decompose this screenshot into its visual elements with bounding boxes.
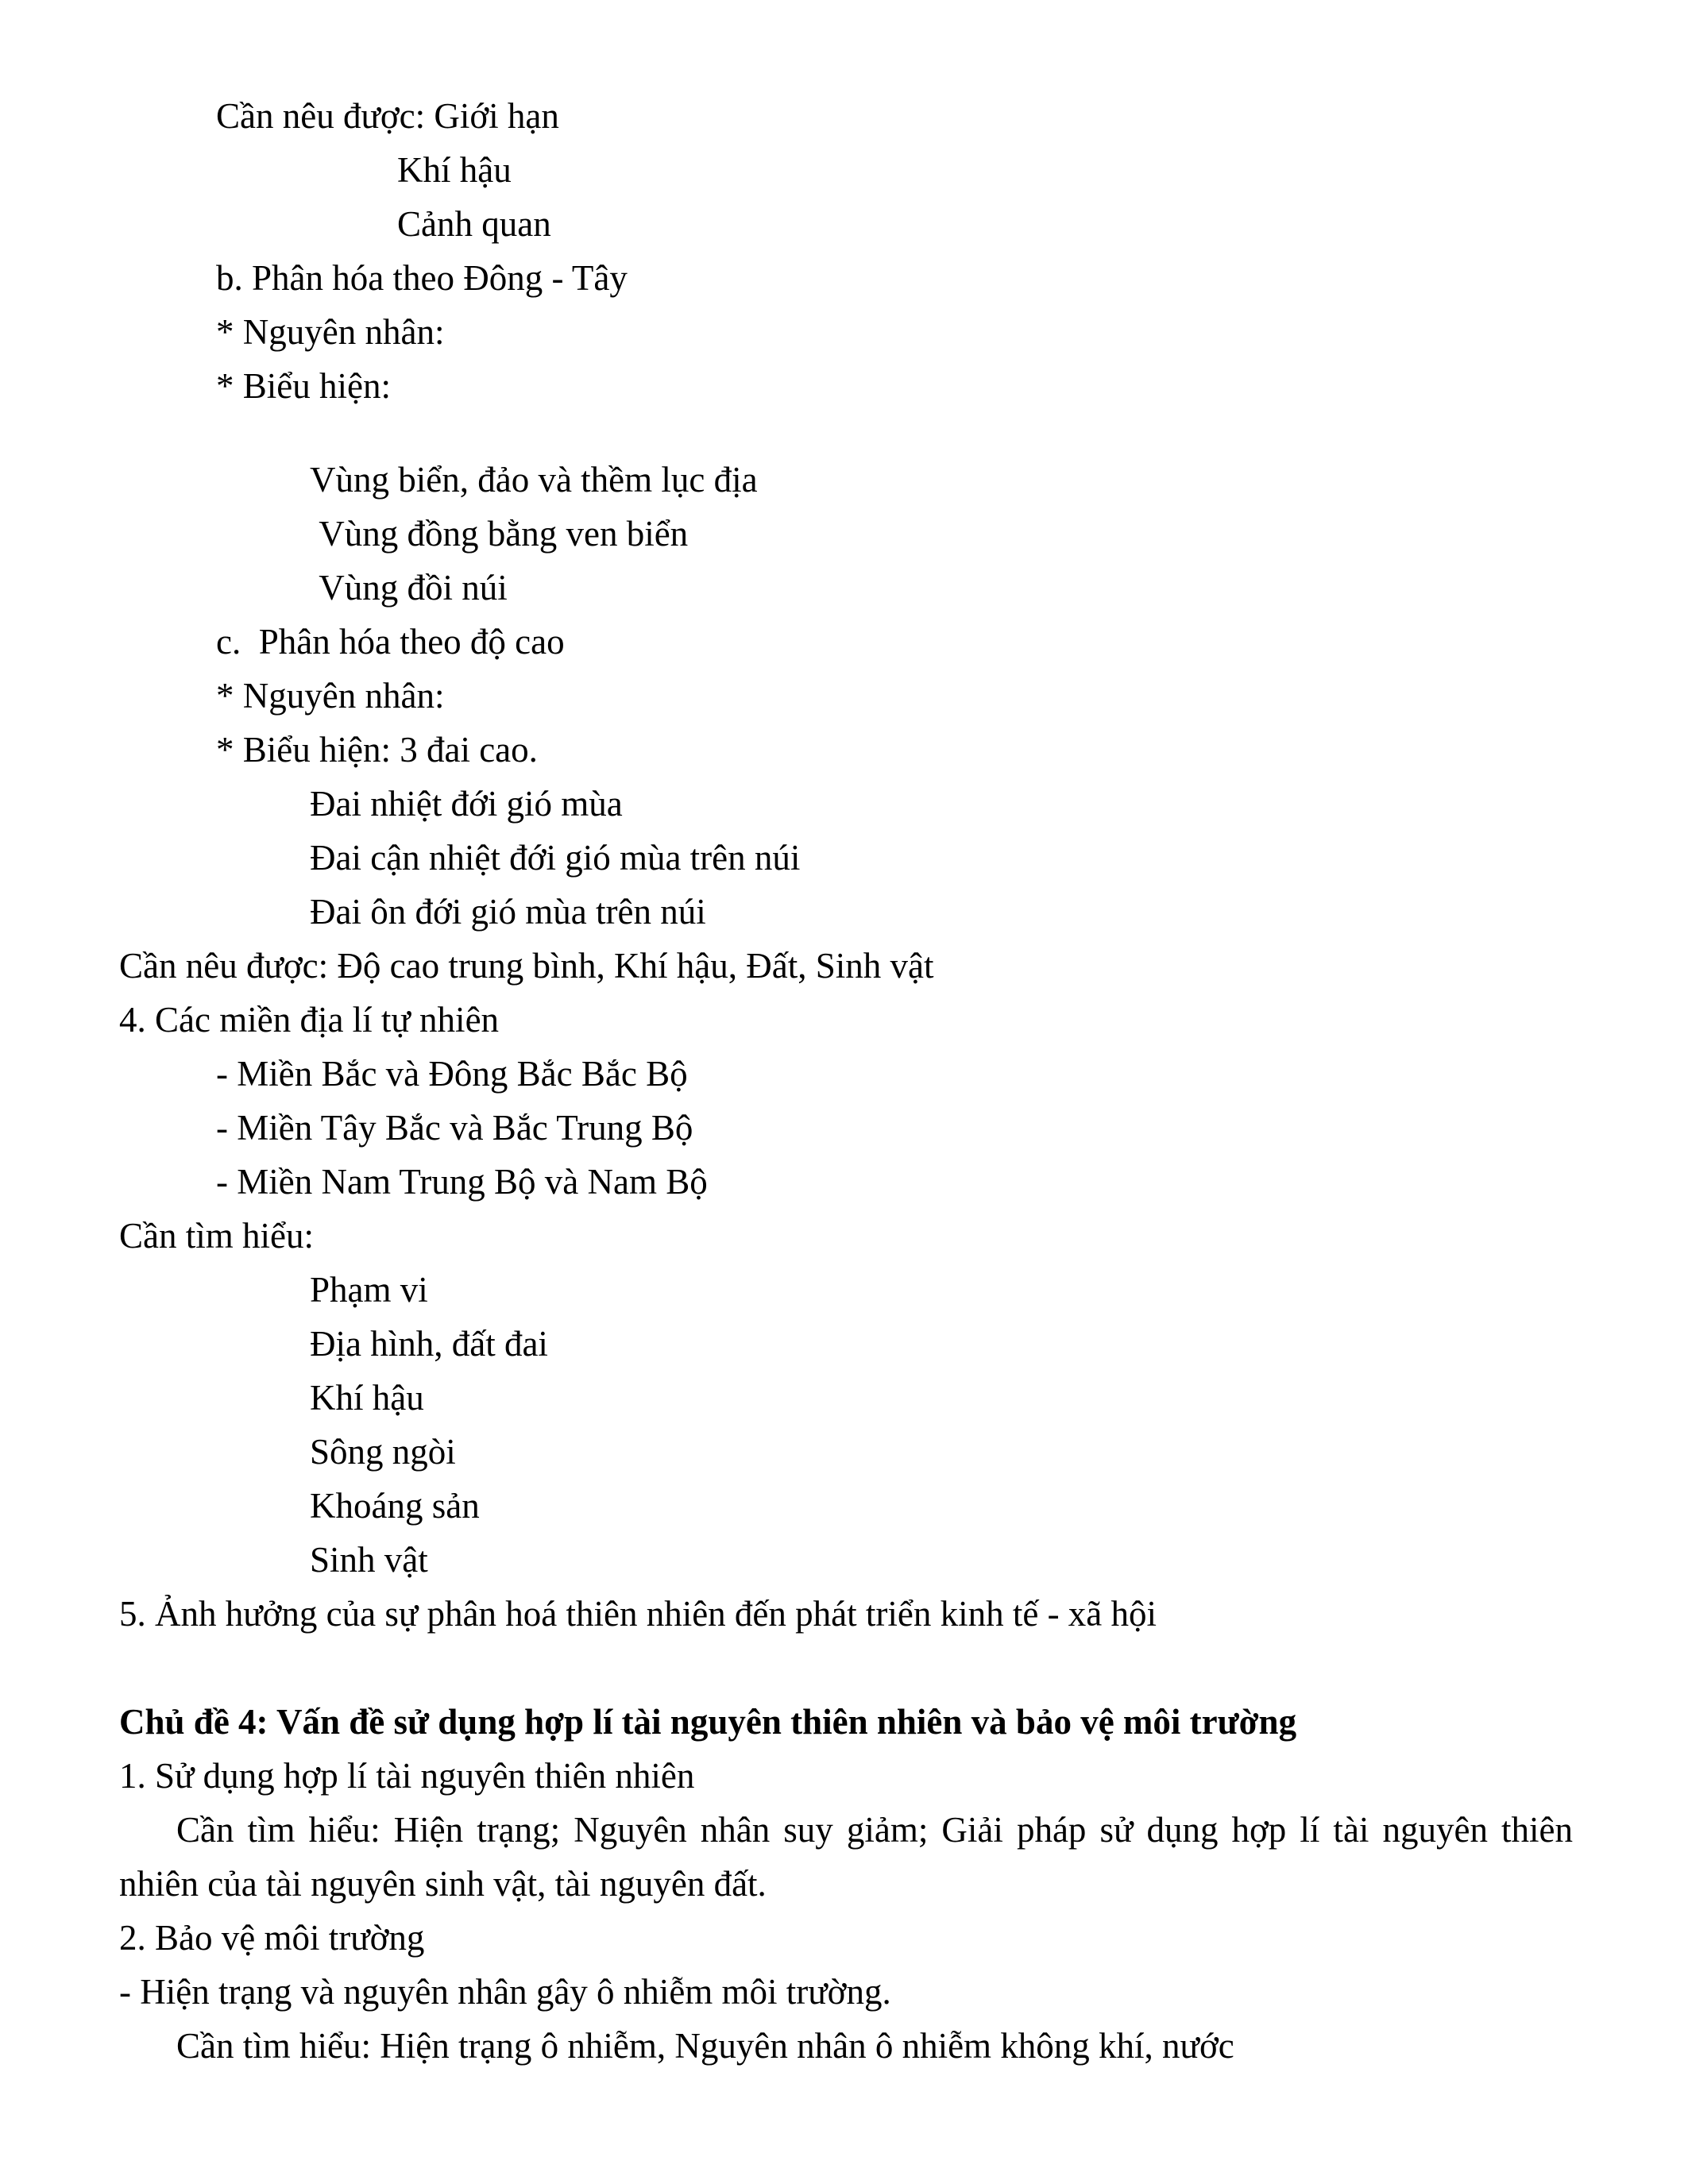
text-line: Đai ôn đới gió mùa trên núi: [310, 892, 706, 932]
text-line: * Biểu hiện:: [216, 366, 391, 406]
text-line: Đai cận nhiệt đới gió mùa trên núi: [310, 838, 801, 878]
text-line: Khí hậu: [310, 1378, 424, 1418]
text-line: Đai nhiệt đới gió mùa: [310, 784, 623, 824]
text-line: Sinh vật: [310, 1540, 428, 1580]
text-line: - Miền Tây Bắc và Bắc Trung Bộ: [216, 1108, 693, 1148]
text-line: Cần nêu được: Độ cao trung bình, Khí hậu, Đất, Sinh vật: [119, 946, 934, 986]
text-line: - Hiện trạng và nguyên nhân gây ô nhiễm môi trường.: [119, 1972, 891, 2012]
text-line: Cần tìm hiểu:: [119, 1216, 314, 1256]
text-line: - Miền Bắc và Đông Bắc Bắc Bộ: [216, 1054, 688, 1094]
text-line: Cần tìm hiểu: Hiện trạng; Nguyên nhân suy giảm; Giải pháp sử dụng hợp lí tài nguyên thiên nhiên của tài nguyên sinh vật, tài nguyên đất.: [119, 1810, 1573, 1904]
text-line: Phạm vi: [310, 1270, 428, 1310]
text-line: 4. Các miền địa lí tự nhiên: [119, 1000, 500, 1040]
document-body: [119, 89, 1573, 2073]
text-line: 5. Ảnh hưởng của sự phân hoá thiên nhiên đến phát triển kinh tế - xã hội: [119, 1594, 1157, 1634]
text-line: * Nguyên nhân:: [216, 312, 445, 352]
text-line: 2. Bảo vệ môi trường: [119, 1918, 425, 1958]
text-line: b. Phân hóa theo Đông - Tây: [216, 258, 628, 298]
text-line: Vùng đồi núi: [310, 568, 508, 608]
section-heading: Chủ đề 4: Vấn đề sử dụng hợp lí tài nguyên thiên nhiên và bảo vệ môi trường: [119, 1702, 1297, 1742]
text-line: Vùng đồng bằng ven biển: [310, 514, 689, 554]
text-line: 1. Sử dụng hợp lí tài nguyên thiên nhiên: [119, 1756, 695, 1796]
text-line: Cần nêu được: Giới hạn: [216, 96, 559, 136]
text-line: * Biểu hiện: 3 đai cao.: [216, 730, 538, 770]
text-line: Cần tìm hiểu: Hiện trạng ô nhiễm, Nguyên nhân ô nhiễm không khí, nước: [176, 2026, 1234, 2066]
text-line: Vùng biển, đảo và thềm lục địa: [310, 460, 758, 500]
text-line: c. Phân hóa theo độ cao: [216, 622, 565, 662]
text-line: Địa hình, đất đai: [310, 1324, 548, 1364]
text-line: Cảnh quan: [397, 204, 551, 244]
text-line: Khoáng sản: [310, 1486, 480, 1526]
text-line: - Miền Nam Trung Bộ và Nam Bộ: [216, 1162, 708, 1202]
text-line: Sông ngòi: [310, 1432, 456, 1472]
text-line: Khí hậu: [397, 150, 512, 190]
text-line: * Nguyên nhân:: [216, 676, 445, 716]
